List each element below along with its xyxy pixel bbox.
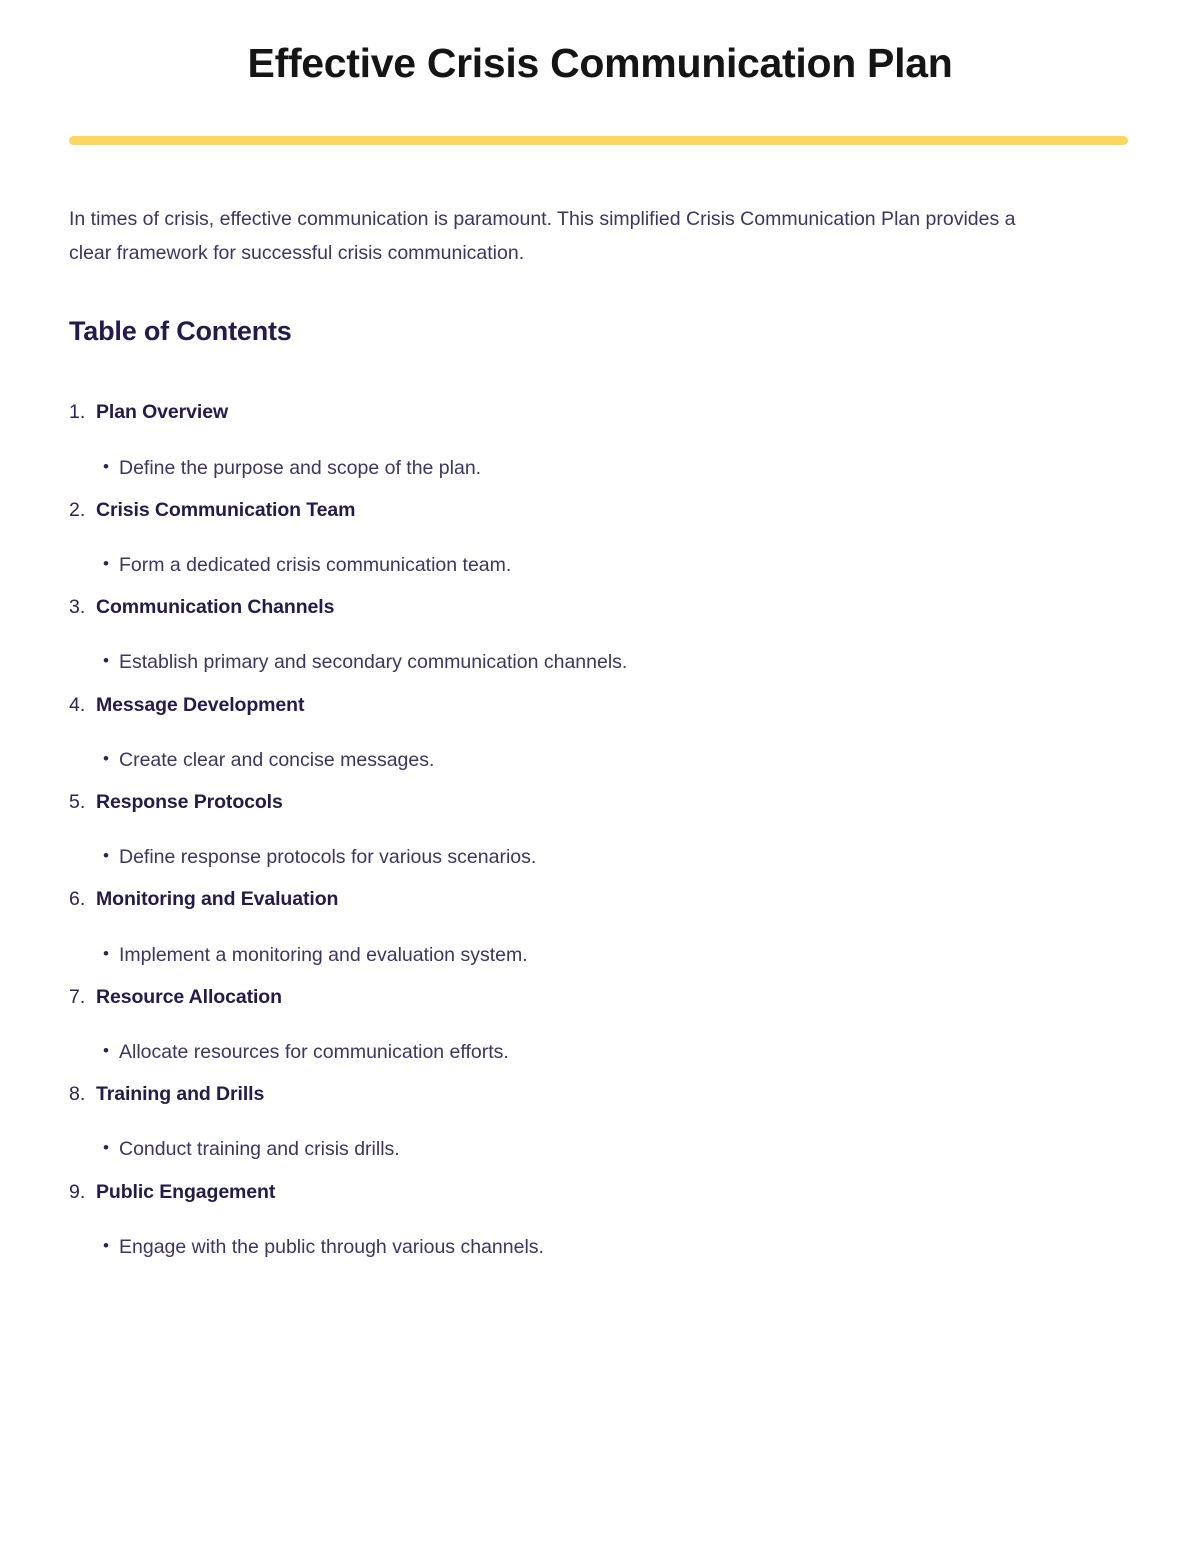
toc-entry-details [69,453,1130,483]
toc-entry-detail-text: Define the purpose and scope of the plan. [119,456,482,479]
list-item [69,940,1130,970]
bullet-icon: • [103,943,109,963]
list-item [69,592,1130,677]
toc-entry-number: 5. [69,791,86,814]
bullet-icon: • [103,846,109,866]
document-content [0,145,1200,1290]
toc-entry-detail-text: Implement a monitoring and evaluation system. [119,943,528,966]
table-of-contents-list [69,349,1130,1262]
toc-entry-detail-text: Form a dedicated crisis communication team. [119,554,512,576]
bullet-icon: • [103,456,109,476]
toc-entry[interactable] [69,690,1130,721]
list-item [69,1079,1130,1164]
list-item [69,1037,1130,1067]
toc-entry-title: Plan Overview [96,401,229,424]
list-item [69,745,1130,775]
toc-entry-title: Response Protocols [96,791,283,814]
toc-entry-title: Monitoring and Evaluation [96,888,339,911]
toc-entry-title: Training and Drills [96,1083,265,1106]
bullet-icon: • [103,1138,109,1158]
bullet-icon: • [103,651,109,671]
toc-entry-title: Communication Channels [96,596,335,619]
toc-entry[interactable] [69,1079,1130,1110]
list-item [69,453,1130,483]
toc-entry-number: 4. [69,693,86,716]
bullet-icon: • [103,1235,109,1255]
toc-entry-number: 3. [69,596,86,619]
toc-entry-details [69,1134,1130,1164]
list-item [69,842,1130,872]
toc-entry[interactable] [69,495,1130,526]
title-divider-wrap [0,89,1200,145]
toc-entry-details [69,842,1130,872]
toc-entry-details [69,940,1130,970]
toc-entry[interactable] [69,1177,1130,1208]
toc-entry[interactable] [69,787,1130,818]
toc-entry-title: Public Engagement [96,1180,276,1203]
list-item [69,787,1130,872]
toc-entry-number: 1. [69,401,86,424]
toc-entry[interactable] [69,884,1130,915]
bullet-icon: • [103,748,109,768]
toc-entry[interactable] [69,592,1130,623]
toc-entry-number: 9. [69,1180,86,1203]
toc-entry-detail-text: Create clear and concise messages. [119,748,435,771]
list-item [69,495,1130,580]
toc-entry-number: 7. [69,985,86,1008]
intro-paragraph: In times of crisis, effective communication is paramount. This simplified Crisis Communication Plan provides a clear framework for successful crisis communication. [69,208,1016,264]
toc-entry-detail-text: Define response protocols for various scenarios. [119,846,537,869]
toc-entry-details [69,550,1130,580]
list-item [69,550,1130,580]
list-item [69,884,1130,969]
bullet-icon: • [103,554,109,573]
toc-entry-detail-text: Conduct training and crisis drills. [119,1138,400,1161]
list-item [69,1134,1130,1164]
list-item [69,1232,1130,1262]
toc-entry-title: Crisis Communication Team [96,498,356,521]
list-item [69,647,1130,677]
list-item [69,1177,1130,1262]
list-item [69,982,1130,1067]
toc-entry[interactable] [69,982,1130,1013]
toc-entry-detail-text: Allocate resources for communication efforts. [119,1041,509,1064]
list-item [69,397,1130,482]
toc-entry-detail-text: Engage with the public through various channels. [119,1235,544,1258]
toc-entry-number: 2. [69,498,86,521]
toc-entry-details [69,1232,1130,1262]
page-title: Effective Crisis Communication Plan [247,40,953,86]
toc-entry-number: 6. [69,888,86,911]
toc-entry-title: Resource Allocation [96,985,282,1008]
toc-entry-details [69,1037,1130,1067]
toc-entry-number: 8. [69,1083,86,1106]
list-item [69,690,1130,775]
bottom-spacer [69,1262,1130,1290]
toc-entry[interactable] [69,397,1130,428]
title-divider [69,136,1128,145]
toc-entry-details [69,647,1130,677]
toc-entry-details [69,745,1130,775]
toc-entry-detail-text: Establish primary and secondary communication channels. [119,651,628,674]
bullet-icon: • [103,1041,109,1061]
table-of-contents-heading: Table of Contents [69,316,292,347]
toc-entry-title: Message Development [96,693,305,716]
